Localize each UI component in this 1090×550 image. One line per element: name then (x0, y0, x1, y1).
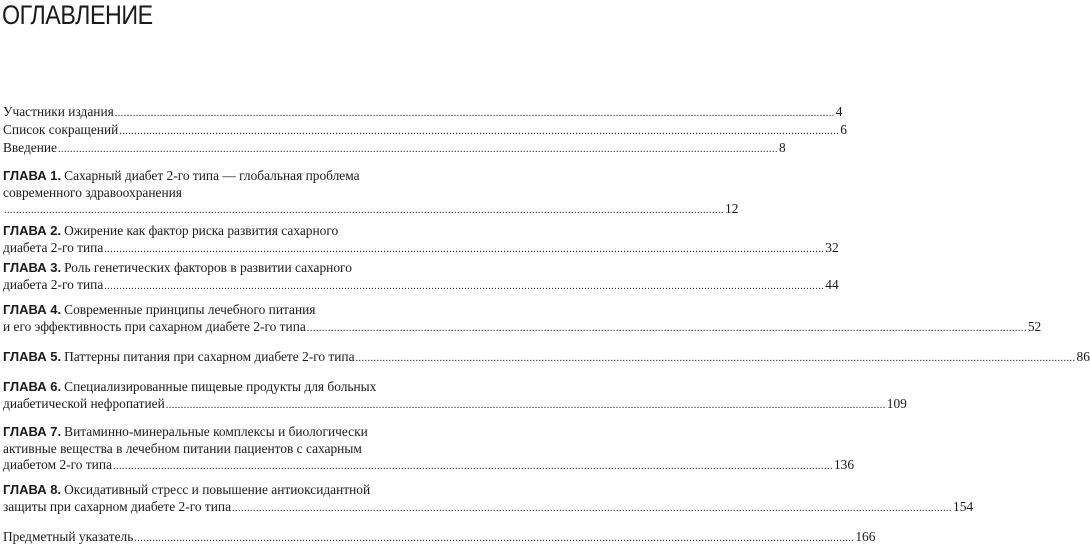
chapter-title-line: активные вещества в лечебном питании пациентов с сахарным (3, 440, 362, 456)
chapter-title-line: Паттерны питания при сахарном диабете 2-го типа (64, 349, 355, 364)
chapter-title-line: и его эффективность при сахарном диабете 2-го типа (3, 318, 306, 334)
dot-leader: ................................................................................................................................................................................................................................................ (355, 353, 1076, 364)
chapter-title-line: диабета 2-го типа (3, 276, 104, 292)
chapter-label: ГЛАВА 5. (3, 349, 62, 364)
dot-leader: ................................................................................................................................................................................................................................................ (165, 399, 886, 411)
toc-entry-page: 6 (840, 122, 847, 137)
dot-leader: ................................................................................................................................................................................................................................................ (104, 243, 825, 255)
dot-leader: ................................................................................................................................................................................................................................................ (4, 205, 724, 216)
dot-leader: ................................................................................................................................................................................................................................................ (119, 126, 840, 137)
toc-entry-text: Предметный указатель (3, 529, 134, 544)
chapter-label: ГЛАВА 2. (3, 223, 62, 238)
chapter-label: ГЛАВА 3. (3, 260, 62, 275)
toc-entry-contributors[interactable] (3, 104, 843, 121)
dot-leader: ................................................................................................................................................................................................................................................ (104, 280, 825, 292)
toc-chapter-7[interactable] (3, 424, 855, 474)
toc-chapter-2[interactable] (3, 223, 839, 256)
chapter-title-line: диабетом 2-го типа (3, 457, 112, 472)
dot-leader: ................................................................................................................................................................................................................................................ (232, 502, 953, 514)
chapter-label: ГЛАВА 4. (3, 302, 62, 317)
chapter-page: 52 (1027, 318, 1042, 334)
chapter-title-line: Роль генетических факторов в развитии сахарного (64, 260, 352, 275)
chapter-title-line: современного здравоохранения (3, 184, 182, 200)
chapter-label: ГЛАВА 1. (3, 168, 62, 183)
toc-chapter-5[interactable] (3, 349, 1090, 366)
chapter-title-line: Современные принципы лечебного питания (64, 302, 316, 317)
toc-entry-subject-index[interactable] (3, 529, 876, 546)
chapter-page: 154 (953, 498, 974, 514)
chapter-title-line: диабетической нефропатией (3, 395, 165, 411)
chapter-title-line: Ожирение как фактор риска развития сахарного (64, 223, 339, 238)
chapter-label: ГЛАВА 8. (3, 482, 62, 497)
toc-title: ОГЛАВЛЕНИЕ (2, 0, 153, 30)
chapter-page: 12 (725, 201, 739, 216)
toc-entry-text: Участники издания (3, 104, 114, 119)
chapter-title-line: Витаминно-минеральные комплексы и биологически (64, 424, 368, 439)
toc-entry-text: Список сокращений (3, 122, 119, 137)
chapter-page: 136 (833, 457, 855, 472)
dot-leader: ................................................................................................................................................................................................................................................ (114, 108, 835, 119)
dot-leader: ................................................................................................................................................................................................................................................ (306, 322, 1027, 334)
toc-chapter-4[interactable] (3, 302, 1042, 335)
chapter-label: ГЛАВА 6. (3, 379, 62, 394)
toc-entry-page: 166 (855, 529, 876, 544)
toc-chapter-3[interactable] (3, 260, 839, 293)
dot-leader: ................................................................................................................................................................................................................................................ (112, 461, 833, 472)
chapter-page: 32 (825, 239, 839, 255)
toc-entry-page: 8 (778, 140, 786, 155)
chapter-label: ГЛАВА 7. (3, 424, 62, 439)
toc-entry-abbreviations[interactable] (3, 122, 847, 139)
chapter-title-line: диабета 2-го типа (3, 239, 104, 255)
chapter-page: 86 (1076, 349, 1090, 364)
chapter-page: 109 (886, 395, 907, 411)
toc-entry-text: Введение (3, 140, 57, 155)
chapter-title-line: Оксидативный стресс и повышение антиоксидантной (64, 482, 371, 497)
chapter-page: 44 (825, 276, 839, 292)
dot-leader: ................................................................................................................................................................................................................................................ (57, 144, 778, 155)
toc-entry-page: 4 (835, 104, 843, 119)
chapter-title-line: Специализированные пищевые продукты для больных (64, 379, 377, 394)
chapter-title-line: Сахарный диабет 2-го типа — глобальная проблема (64, 168, 360, 183)
toc-entry-introduction[interactable] (3, 140, 786, 157)
dot-leader: ................................................................................................................................................................................................................................................ (134, 533, 855, 544)
toc-chapter-8[interactable] (3, 482, 974, 515)
toc-chapter-6[interactable] (3, 379, 907, 412)
chapter-title-line: защиты при сахарном диабете 2-го типа (3, 498, 232, 514)
toc-chapter-1[interactable] (3, 168, 739, 218)
